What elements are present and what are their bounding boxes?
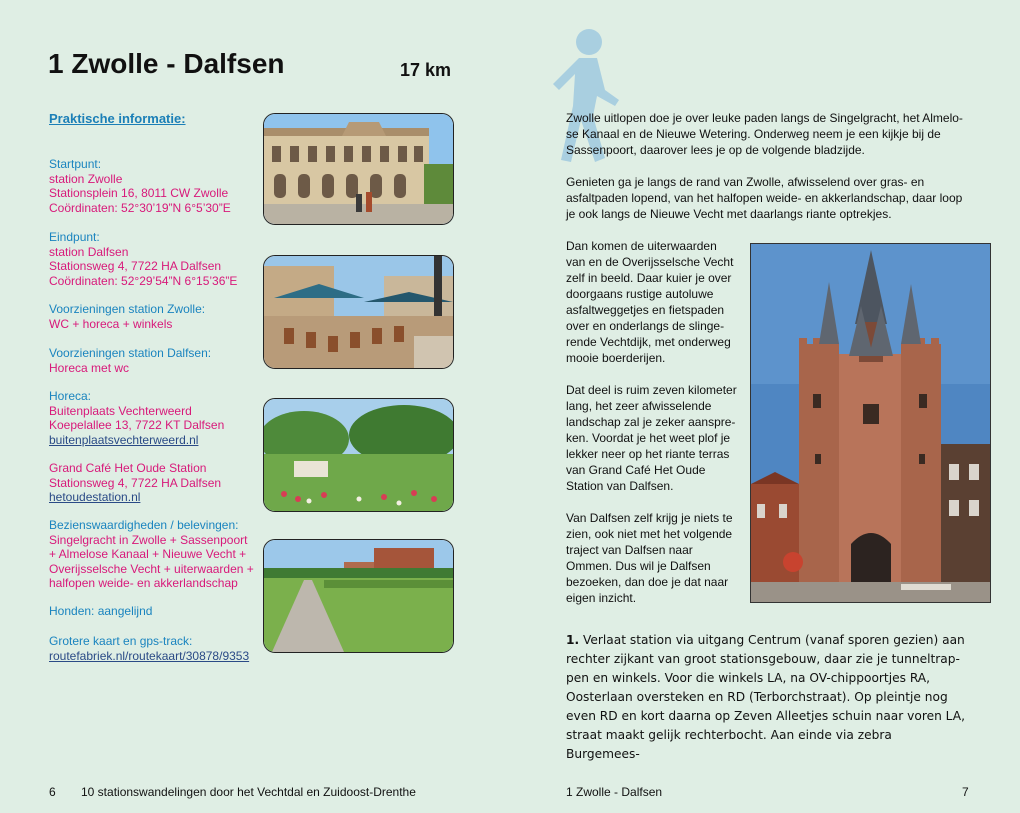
text-line: Dan komen de uiterwaarden (566, 239, 717, 253)
text-line: doorgaans rustige autoluwe (566, 287, 714, 301)
voorzieningen-dalfsen-label: Voorzieningen station Dalfsen: (49, 346, 212, 360)
text-line: mooie boerderijen. (566, 351, 666, 365)
page-title: 1 Zwolle - Dalfsen (48, 48, 285, 79)
text-line: bezoeken, dan doe je dat naar (566, 575, 729, 589)
grandcafe-line: Grand Café Het Oude Station (49, 461, 207, 475)
text-line: traject van Dalfsen naar (566, 543, 693, 557)
page-number-left: 6 (49, 785, 56, 799)
text-line: van en de Overijsselsche Vecht (566, 255, 734, 269)
grandcafe-link[interactable]: hetoudestation.nl (49, 490, 141, 504)
eindpunt-line: Coördinaten: 52°29’54”N 6°15’36”E (49, 273, 238, 288)
text-line: over en onderlangs de slinge- (566, 319, 725, 333)
horeca-line: Koepelallee 13, 7722 KT Dalfsen (49, 418, 225, 432)
text-line: ken. Voordat je het weet plof je (566, 431, 731, 445)
photo-sassenpoort (750, 243, 991, 603)
bezienswaardigheden-label: Bezienswaardigheden / belevingen: (49, 518, 239, 532)
voorzieningen-dalfsen (49, 346, 211, 375)
text-line: landschap zal je zeker aanspre- (566, 415, 736, 429)
kaart-label: Grotere kaart en gps-track: (49, 634, 193, 648)
text-line: zelf in beeld. Daar kuier je over (566, 271, 732, 285)
text-line: eigen inzicht. (566, 591, 637, 605)
step-line: even RD en kort daarna op Zeven Alleetjes schuin naar voren LA, (566, 709, 965, 723)
text-line: Genieten ga je langs de rand van Zwolle, afwisselend over gras- en (566, 175, 925, 189)
text-line: asfaltweggetjes en fietspaden (566, 303, 725, 317)
startpunt-block (49, 157, 231, 215)
bezienswaardigheden-line: Singelgracht in Zwolle + Sassenpoort (49, 532, 248, 547)
text-line: lang, het zeer afwisselende (566, 399, 712, 413)
route-distance: 17 km (400, 60, 452, 80)
photo-garden-vechterweerd (263, 398, 454, 512)
bezienswaardigheden-line: halfopen weide- en akkerlandschap (49, 576, 238, 590)
startpunt-line: Coördinaten: 52°30’19”N 6°5’30”E (49, 200, 231, 215)
step-line (566, 631, 966, 650)
grandcafe-line: Stationsweg 4, 7722 HA Dalfsen (49, 475, 222, 490)
footer-book-title: 10 stationswandelingen door het Vechtdal en Zuidoost-Drenthe (81, 785, 416, 799)
step-line: rechter zijkant van groot stationsgebouw, daar zie je tunneltrap- (566, 652, 960, 666)
startpunt-label: Startpunt: (49, 157, 102, 171)
text-line: Dat deel is ruim zeven kilometer (566, 383, 737, 397)
voorzieningen-dalfsen-value: Horeca met wc (49, 360, 130, 375)
intro-paragraph-5 (566, 510, 746, 606)
startpunt-line: Stationsplein 16, 8011 CW Zwolle (49, 186, 229, 200)
intro-paragraph-2 (566, 174, 986, 222)
intro-paragraph-4 (566, 382, 746, 494)
text-line: asfaltpaden lopend, van het halfopen weide- en akkerlandschap, daar loop (566, 191, 963, 205)
honden-label: Honden: aangelijnd (49, 604, 153, 618)
text-line: se Kanaal en de Nieuwe Wetering. Onderweg neem je een kijkje bij de (566, 127, 941, 141)
eindpunt-line: station Dalfsen (49, 244, 129, 259)
page-number-right: 7 (962, 785, 969, 799)
horeca-line: Buitenplaats Vechterweerd (49, 403, 192, 418)
text-line: rende Vechtdijk, met onderweg (566, 335, 731, 349)
footer-chapter-title: 1 Zwolle - Dalfsen (566, 785, 663, 799)
voorzieningen-zwolle-label: Voorzieningen station Zwolle: (49, 302, 206, 316)
bezienswaardigheden-line: Overijsselsche Vecht + uiterwaarden + (49, 561, 254, 576)
text-line: lekker neer op het riante terras (566, 447, 730, 461)
text-line: Van Dalfsen zelf krijg je niets te (566, 511, 733, 525)
kaart-block (49, 634, 249, 663)
grandcafe-block (49, 461, 221, 505)
step-text: Verlaat station via uitgang Centrum (vanaf sporen gezien) aan (579, 633, 965, 647)
horeca-block (49, 389, 224, 447)
step-line: pen en winkels. Voor die winkels LA, na OV-chippoortjes RA, (566, 671, 931, 685)
photo-station-zwolle (263, 113, 454, 225)
step-line: straat maakt gelijk rechterbocht. Aan einde via zebra Burgemees- (566, 728, 892, 761)
bezienswaardigheden-line: + Almelose Kanaal + Nieuwe Vecht + (49, 547, 247, 561)
text-line: Ommen. Dus wil je Dalfsen (566, 559, 711, 573)
horeca-label: Horeca: (49, 389, 92, 403)
bezienswaardigheden-block (49, 518, 254, 591)
voorzieningen-zwolle-value: WC + horeca + winkels (49, 316, 173, 331)
text-line: Station van Dalfsen. (566, 479, 674, 493)
text-line: je ook langs de Nieuwe Vecht met daarlangs riante optrekjes. (566, 207, 892, 221)
route-step-1 (566, 631, 966, 764)
step-number: 1. (566, 633, 580, 647)
horeca-link[interactable]: buitenplaatsvechterweerd.nl (49, 432, 199, 447)
photo-path-landscape (263, 539, 454, 653)
intro-paragraph-3 (566, 238, 746, 366)
eindpunt-line: Stationsweg 4, 7722 HA Dalfsen (49, 259, 222, 273)
text-line: van Grand Café Het Oude (566, 463, 706, 477)
text-line: Zwolle uitlopen doe je over leuke paden langs de Singelgracht, het Almelo- (566, 111, 963, 125)
eindpunt-block (49, 230, 237, 288)
intro-paragraph-1 (566, 110, 986, 158)
eindpunt-label: Eindpunt: (49, 230, 100, 244)
text-line: Sassenpoort, daarover lees je op de volgende bladzijde. (566, 143, 865, 157)
honden-block (49, 604, 152, 619)
step-line: Oosterlaan oversteken en RD (Terborchstraat). Op pleintje nog (566, 690, 948, 704)
kaart-link[interactable]: routefabriek.nl/routekaart/30878/9353 (49, 648, 250, 663)
voorzieningen-zwolle (49, 302, 205, 331)
startpunt-line: station Zwolle (49, 171, 123, 186)
practical-info-heading: Praktische informatie: (49, 111, 186, 126)
photo-terrace-dalfsen (263, 255, 454, 369)
text-line: zien, ook niet met het volgende (566, 527, 733, 541)
